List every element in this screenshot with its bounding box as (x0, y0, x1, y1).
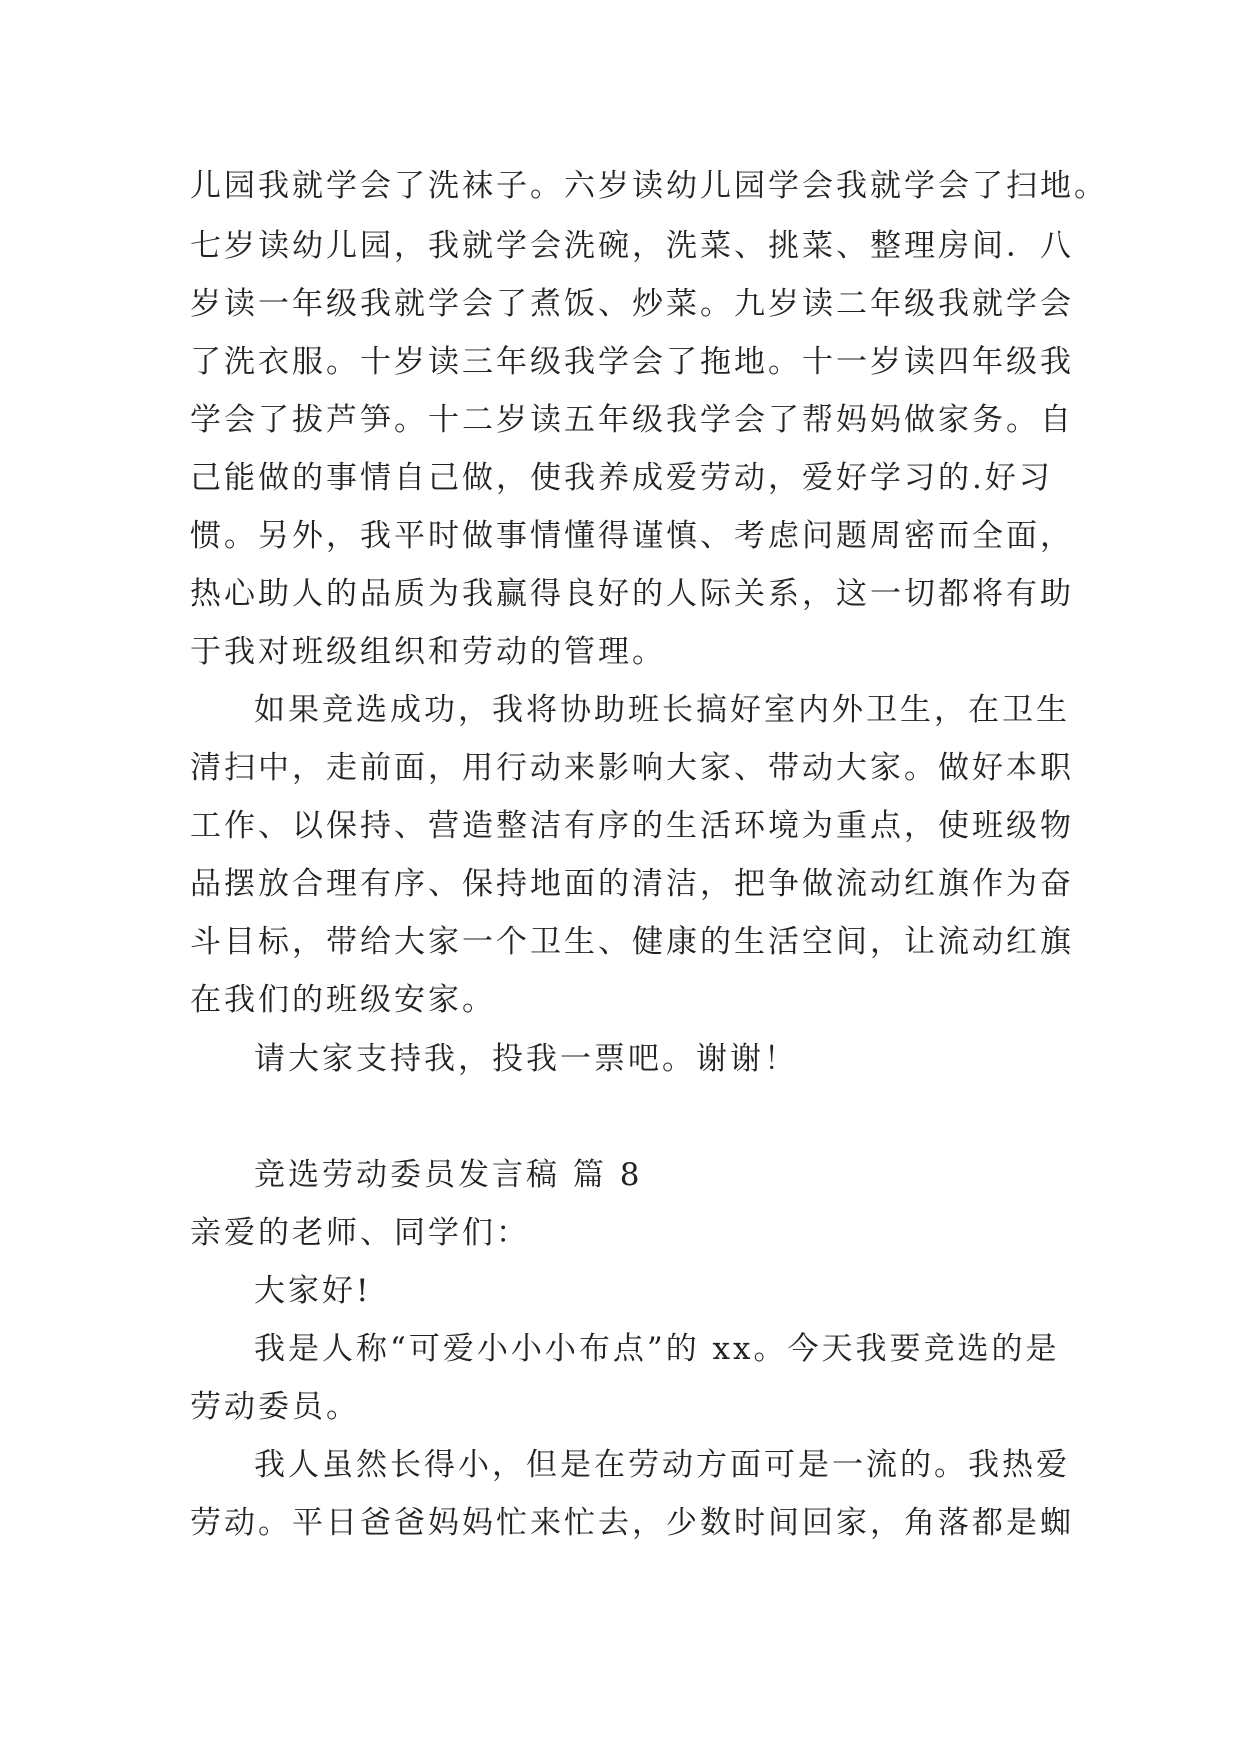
paragraph-line: 岁读一年级我就学会了煮饭、炒菜。九岁读二年级我就学会 (190, 286, 1074, 322)
paragraph-line: 于我对班级组织和劳动的管理。 (190, 634, 666, 670)
paragraph-line: 我是人称“可爱小小小布点”的 xx。今天我要竞选的是 (254, 1331, 1060, 1367)
paragraph-line: 儿园我就学会了洗袜子。六岁读幼儿园学会我就学会了扫地。 (190, 168, 1108, 204)
paragraph-line: 请大家支持我，投我一票吧。谢谢！ (254, 1041, 798, 1077)
paragraph-line: 劳动。平日爸爸妈妈忙来忙去，少数时间回家，角落都是蜘 (190, 1505, 1074, 1541)
section-heading: 竞选劳动委员发言稿 篇 8 (254, 1157, 643, 1193)
paragraph-line: 惯。另外，我平时做事情懂得谨慎、考虑问题周密而全面， (190, 518, 1074, 554)
paragraph-line: 了洗衣服。十岁读三年级我学会了拖地。十一岁读四年级我 (190, 344, 1074, 380)
salutation: 亲爱的老师、同学们： (190, 1215, 530, 1251)
paragraph-line: 七岁读幼儿园，我就学会洗碗，洗菜、挑菜、整理房间．八 (190, 228, 1074, 264)
greeting: 大家好! (254, 1273, 372, 1309)
paragraph-line: 工作、以保持、营造整洁有序的生活环境为重点，使班级物 (190, 808, 1074, 844)
paragraph-line: 学会了拔芦笋。十二岁读五年级我学会了帮妈妈做家务。自 (190, 402, 1074, 438)
paragraph-line: 如果竞选成功，我将协助班长搞好室内外卫生，在卫生 (254, 692, 1070, 728)
paragraph-line: 热心助人的品质为我赢得良好的人际关系，这一切都将有助 (190, 576, 1074, 612)
paragraph-line: 劳动委员。 (190, 1389, 360, 1425)
paragraph-line: 清扫中，走前面，用行动来影响大家、带动大家。做好本职 (190, 750, 1074, 786)
paragraph-line: 己能做的事情自己做，使我养成爱劳动，爱好学习的.好习 (190, 460, 1053, 496)
paragraph-line: 斗目标，带给大家一个卫生、健康的生活空间，让流动红旗 (190, 924, 1074, 960)
paragraph-line: 品摆放合理有序、保持地面的清洁，把争做流动红旗作为奋 (190, 866, 1074, 902)
paragraph-line: 我人虽然长得小，但是在劳动方面可是一流的。我热爱 (254, 1447, 1070, 1483)
paragraph-line: 在我们的班级安家。 (190, 982, 496, 1018)
